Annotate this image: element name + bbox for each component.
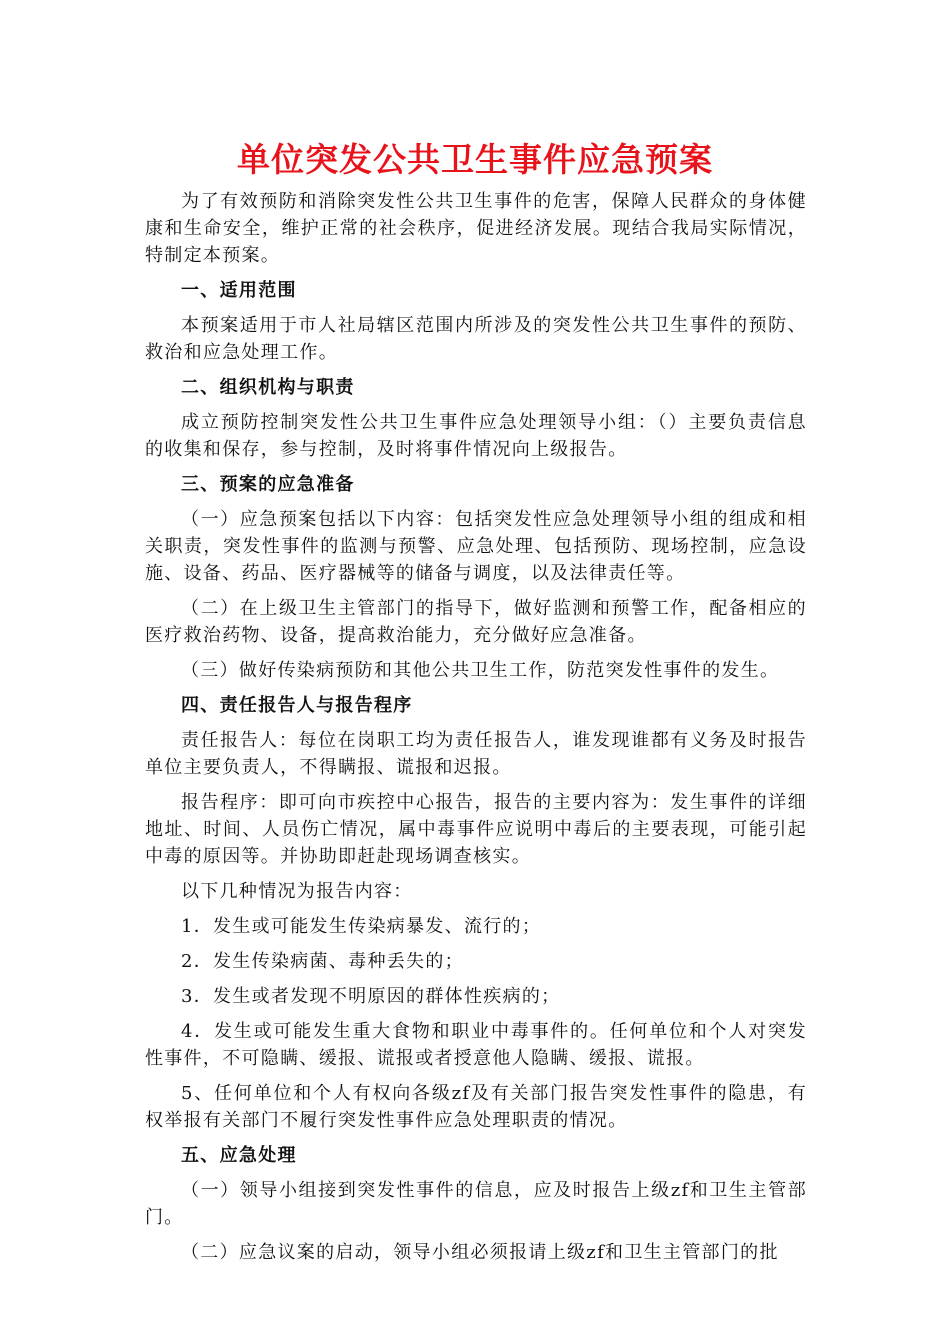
list-item: 3．发生或者发现不明原因的群体性疾病的；: [181, 986, 561, 1007]
section-paragraph: 报告程序：即可向市疾控中心报告，报告的主要内容为：发生事件的详细地址、时间、人员伤亡情况，属中毒事件应说明中毒后的主要表现，可能引起中毒的原因等。并协助即赶赴现场调查核实。: [145, 792, 807, 867]
section-reporting: [145, 692, 807, 1134]
section-heading: 一、适用范围: [181, 280, 297, 301]
section-preparation: [145, 471, 807, 684]
section-heading: 五、应急处理: [181, 1145, 297, 1166]
section-paragraph: （一）领导小组接到突发性事件的信息，应及时报告上级zf和卫生主管部门。: [145, 1180, 807, 1228]
section-paragraph: 本预案适用于市人社局辖区范围内所涉及的突发性公共卫生事件的预防、救治和应急处理工作。: [145, 315, 807, 363]
section-paragraph: （三）做好传染病预防和其他公共卫生工作，防范突发性事件的发生。: [181, 660, 780, 681]
list-item: 5、任何单位和个人有权向各级zf及有关部门报告突发性事件的隐患，有权举报有关部门不履行突发性事件应急处理职责的情况。: [145, 1083, 807, 1131]
document-body: [145, 188, 807, 1266]
section-paragraph: 责任报告人：每位在岗职工均为责任报告人，谁发现谁都有义务及时报告单位主要负责人，不得瞒报、谎报和迟报。: [145, 730, 807, 778]
section-paragraph: （一）应急预案包括以下内容：包括突发性应急处理领导小组的组成和相关职责，突发性事件的监测与预警、应急处理、包括预防、现场控制，应急设施、设备、药品、医疗器械等的储备与调度，以及法律责任等。: [145, 509, 807, 584]
section-paragraph: 成立预防控制突发性公共卫生事件应急处理领导小组：（）主要负责信息的收集和保存，参与控制，及时将事件情况向上级报告。: [145, 412, 807, 460]
list-item: 1．发生或可能发生传染病暴发、流行的；: [181, 916, 542, 937]
section-heading: 三、预案的应急准备: [181, 474, 355, 495]
list-item: 2．发生传染病菌、毒种丢失的；: [181, 951, 464, 972]
list-item: 4．发生或可能发生重大食物和职业中毒事件的。任何单位和个人对突发性事件，不可隐瞒、缓报、谎报或者授意他人隐瞒、缓报、谎报。: [145, 1021, 807, 1069]
section-scope: [145, 277, 807, 366]
section-paragraph: （二）应急议案的启动，领导小组必须报请上级zf和卫生主管部门的批: [181, 1242, 779, 1263]
section-paragraph: （二）在上级卫生主管部门的指导下，做好监测和预警工作，配备相应的医疗救治药物、设备，提高救治能力，充分做好应急准备。: [145, 598, 807, 646]
section-heading: 二、组织机构与职责: [181, 377, 355, 398]
section-heading: 四、责任报告人与报告程序: [181, 695, 413, 716]
section-paragraph: 以下几种情况为报告内容：: [181, 881, 413, 902]
section-emergency-response: [145, 1142, 807, 1266]
section-organization: [145, 374, 807, 463]
document-title: 单位突发公共卫生事件应急预案: [237, 140, 713, 179]
intro-paragraph: 为了有效预防和消除突发性公共卫生事件的危害，保障人民群众的身体健康和生命安全，维护正常的社会秩序，促进经济发展。现结合我局实际情况，特制定本预案。: [145, 191, 807, 266]
